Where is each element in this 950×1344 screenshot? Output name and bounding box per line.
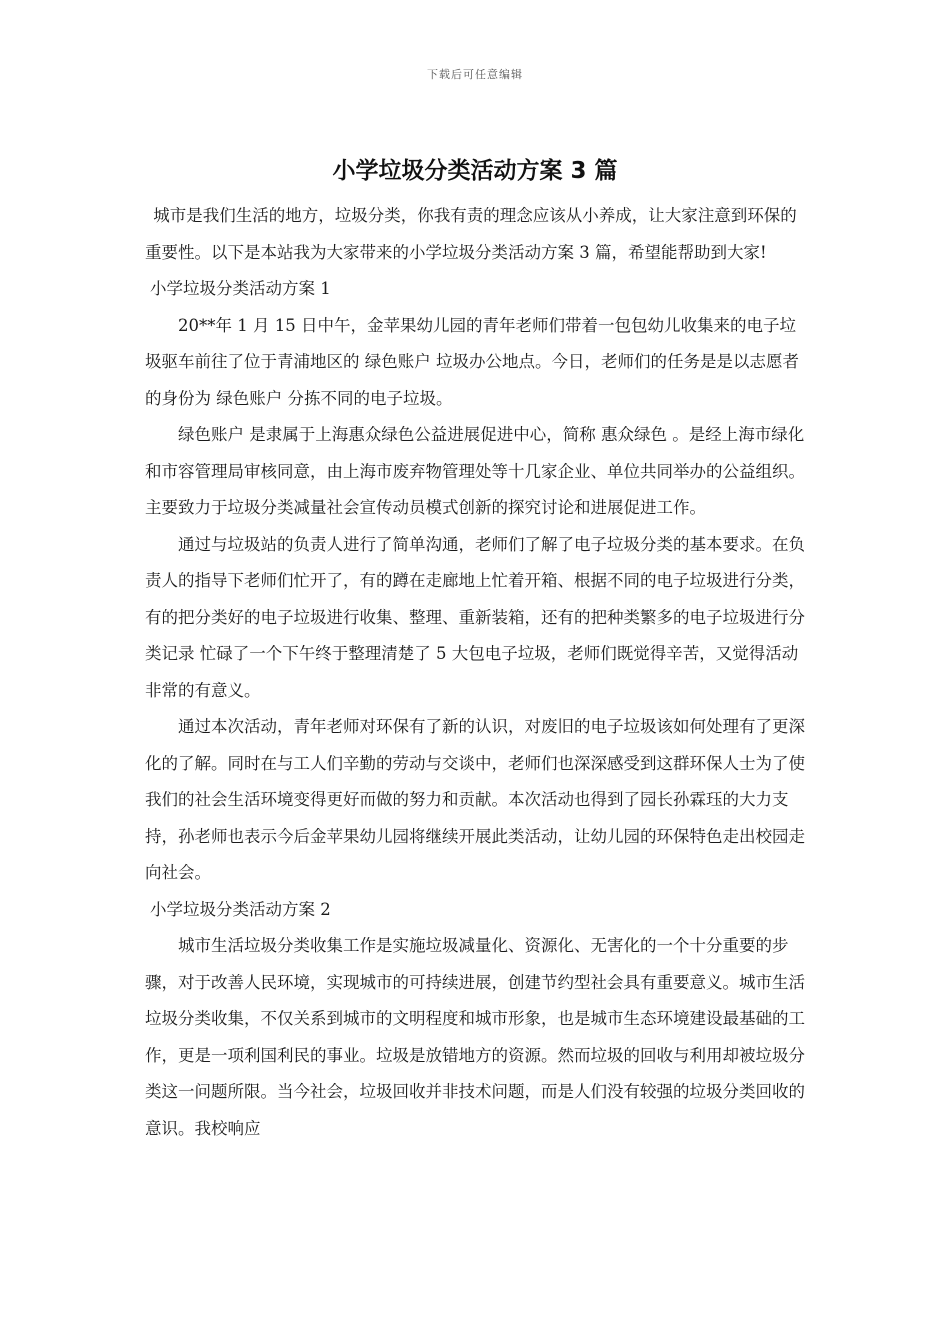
section-heading-1: 小学垃圾分类活动方案 1	[150, 279, 331, 298]
intro-paragraph: 城市是我们生活的地方，垃圾分类，你我有责的理念应该从小养成，让大家注意到环保的重要性。以下是本站我为大家带来的小学垃圾分类活动方案 3 篇，希望能帮助到大家!	[145, 206, 797, 262]
paragraph: 通过与垃圾站的负责人进行了简单沟通，老师们了解了电子垃圾分类的基本要求。在负责人的指导下老师们忙开了，有的蹲在走廊地上忙着开箱、根据不同的电子垃圾进行分类，有的把分类好的电子垃圾进行收集、整理、重新装箱，还有的把种类繁多的电子垃圾进行分类记录 忙碌了一个下午终于整理清楚了 5 大包电子垃圾，老师们既觉得辛苦，又觉得活动非常的有意义。	[145, 534, 805, 700]
document-body	[145, 198, 810, 1147]
paragraph: 绿色账户 是隶属于上海惠众绿色公益进展促进中心，简称 惠众绿色 。是经上海市绿化和市容管理局审核同意，由上海市废弃物管理处等十几家企业、单位共同举办的公益组织。主要致力于垃圾分类减量社会宣传动员模式创新的探究讨论和进展促进工作。	[145, 425, 805, 517]
section-heading-2: 小学垃圾分类活动方案 2	[150, 899, 331, 919]
header-note: 下载后可任意编辑	[427, 68, 523, 81]
paragraph: 20**年 1 月 15 日中午，金苹果幼儿园的青年老师们带着一包包幼儿收集来的电子垃圾驱车前往了位于青浦地区的 绿色账户 垃圾办公地点。今日，老师们的任务是是以志愿者的身份为 绿色账户 分拣不同的电子垃圾。	[145, 315, 799, 408]
paragraph: 通过本次活动，青年老师对环保有了新的认识，对废旧的电子垃圾该如何处理有了更深化的了解。同时在与工人们辛勤的劳动与交谈中，老师们也深深感受到这群环保人士为了使我们的社会生活环境变得更好而做的努力和贡献。本次活动也得到了园长孙霖珏的大力支持，孙老师也表示今后金苹果幼儿园将继续开展此类活动，让幼儿园的环保特色走出校园走向社会。	[145, 717, 805, 882]
document-title: 小学垃圾分类活动方案 3 篇	[332, 158, 618, 184]
paragraph: 城市生活垃圾分类收集工作是实施垃圾减量化、资源化、无害化的一个十分重要的步骤，对于改善人民环境，实现城市的可持续进展，创建节约型社会具有重要意义。城市生活垃圾分类收集，不仅关系到城市的文明程度和城市形象，也是城市生态环境建设最基础的工作，更是一项利国利民的事业。垃圾是放错地方的资源。然而垃圾的回收与利用却被垃圾分类这一问题所限。当今社会，垃圾回收并非技术问题，而是人们没有较强的垃圾分类回收的意识。我校响应	[145, 936, 805, 1138]
